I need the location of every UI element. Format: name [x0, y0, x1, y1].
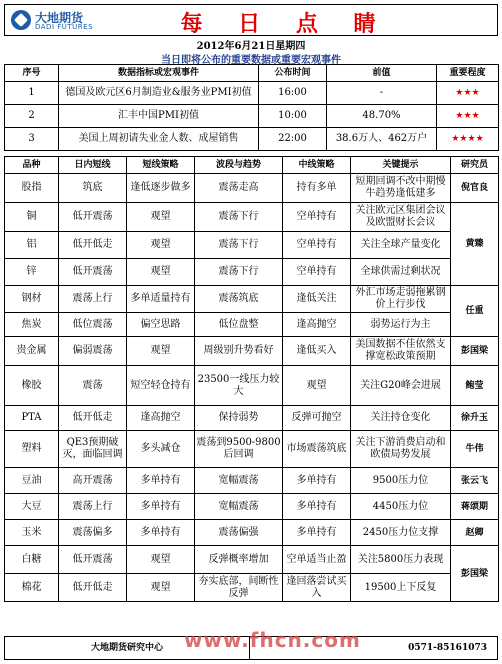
col-header-time: 公布时间 — [259, 65, 327, 82]
importance-stars: ★★★ — [437, 82, 499, 105]
intraday-view: QE3预期破灭，面临回调 — [59, 431, 127, 468]
intraday-view: 筑底 — [59, 174, 127, 203]
table-row — [5, 366, 499, 406]
logo-english-name: DADI FUTURES — [35, 23, 94, 31]
mid-strategy: 空单持有 — [283, 259, 351, 286]
table-row — [5, 337, 499, 366]
col-header-prev: 前值 — [327, 65, 437, 82]
table-row — [5, 203, 499, 232]
swing-trend: 震荡筑底 — [195, 286, 283, 313]
table-row — [5, 520, 499, 546]
commodity-name: 橡胶 — [5, 366, 59, 406]
table-row — [5, 574, 499, 602]
event-row — [5, 128, 499, 151]
table-row — [5, 232, 499, 259]
short-strategy: 观望 — [127, 574, 195, 602]
commodity-strategy-table — [4, 156, 499, 602]
analyst-name: 彭国梁 — [451, 546, 499, 602]
analyst-name: 张云飞 — [451, 468, 499, 494]
swing-trend: 23500一线压力较大 — [195, 366, 283, 406]
mid-strategy: 反弹可抛空 — [283, 406, 351, 431]
mid-strategy: 持有多单 — [283, 174, 351, 203]
commodity-name: 豆油 — [5, 468, 59, 494]
col-header-short-strategy: 短线策略 — [127, 157, 195, 174]
col-header-no: 序号 — [5, 65, 59, 82]
event-no: 3 — [5, 128, 59, 151]
key-hint: 美国数据不佳依然支撑宽松政策预期 — [351, 337, 451, 366]
intraday-view: 低开震荡 — [59, 203, 127, 232]
key-hint: 关注欧元区集团会议及欧盟财长会议 — [351, 203, 451, 232]
short-strategy: 观望 — [127, 203, 195, 232]
short-strategy: 观望 — [127, 546, 195, 574]
col-header-swing-trend: 波段与趋势 — [195, 157, 283, 174]
key-hint: 关注G20峰会进展 — [351, 366, 451, 406]
key-hint: 2450压力位支撑 — [351, 520, 451, 546]
company-logo — [11, 9, 111, 33]
swing-trend: 震荡下行 — [195, 259, 283, 286]
analyst-name: 倪官良 — [451, 174, 499, 203]
short-strategy: 观望 — [127, 232, 195, 259]
commodity-name: PTA — [5, 406, 59, 431]
mid-strategy: 多单持有 — [283, 494, 351, 520]
key-hint: 全球供需过剩状况 — [351, 259, 451, 286]
short-strategy: 多头减仓 — [127, 431, 195, 468]
mid-strategy: 空单持有 — [283, 203, 351, 232]
commodity-name: 钢材 — [5, 286, 59, 313]
swing-trend: 震荡下行 — [195, 203, 283, 232]
analyst-name: 蒋颂期 — [451, 494, 499, 520]
swing-trend: 反弹概率增加 — [195, 546, 283, 574]
event-time: 10:00 — [259, 105, 327, 128]
analyst-name: 牛伟 — [451, 431, 499, 468]
intraday-view: 震荡上行 — [59, 286, 127, 313]
short-strategy: 短空轻仓持有 — [127, 366, 195, 406]
swing-trend: 低位盘整 — [195, 313, 283, 337]
key-hint: 4450压力位 — [351, 494, 451, 520]
table-row — [5, 286, 499, 313]
footer-organization: 大地期货研究中心 — [5, 637, 250, 659]
commodity-name: 铜 — [5, 203, 59, 232]
mid-strategy: 多单持有 — [283, 520, 351, 546]
commodity-header-row — [5, 157, 499, 174]
col-header-analyst: 研究员 — [451, 157, 499, 174]
event-prev: - — [327, 82, 437, 105]
short-strategy: 观望 — [127, 259, 195, 286]
swing-trend: 保持弱势 — [195, 406, 283, 431]
report-header — [4, 4, 498, 36]
report-date: 2012年6月21日星期四 — [196, 41, 306, 52]
intraday-view: 低开低走 — [59, 406, 127, 431]
mid-strategy: 观望 — [283, 366, 351, 406]
commodity-name: 塑料 — [5, 431, 59, 468]
intraday-view: 震荡 — [59, 366, 127, 406]
commodity-name: 铝 — [5, 232, 59, 259]
key-hint: 弱势运行为主 — [351, 313, 451, 337]
swing-trend: 周级别升势看好 — [195, 337, 283, 366]
event-name: 汇丰中国PMI初值 — [59, 105, 259, 128]
analyst-name: 任重 — [451, 286, 499, 337]
intraday-view: 低位震荡 — [59, 313, 127, 337]
intraday-view: 偏弱震荡 — [59, 337, 127, 366]
mid-strategy: 多单持有 — [283, 468, 351, 494]
analyst-name: 彭国梁 — [451, 337, 499, 366]
mid-strategy: 逢高抛空 — [283, 313, 351, 337]
key-hint: 外汇市场走弱拖累钢价上行步伐 — [351, 286, 451, 313]
short-strategy: 多单适量持有 — [127, 286, 195, 313]
mid-strategy: 逢低买入 — [283, 337, 351, 366]
mid-strategy: 逢低关注 — [283, 286, 351, 313]
commodity-name: 玉米 — [5, 520, 59, 546]
table-row — [5, 546, 499, 574]
col-header-intraday: 日内短线 — [59, 157, 127, 174]
event-time: 16:00 — [259, 82, 327, 105]
short-strategy: 逢高抛空 — [127, 406, 195, 431]
importance-stars: ★★★★ — [437, 128, 499, 151]
col-header-commodity: 品种 — [5, 157, 59, 174]
swing-trend: 夯实底部，间断性反弹 — [195, 574, 283, 602]
footer-phone: 0571-85161073 — [408, 643, 487, 653]
mid-strategy: 空单适当止盈 — [283, 546, 351, 574]
swing-trend: 震荡偏强 — [195, 520, 283, 546]
mid-strategy: 逢回落尝试买入 — [283, 574, 351, 602]
intraday-view: 低开低走 — [59, 232, 127, 259]
events-table — [4, 64, 499, 151]
swing-trend: 震荡下行 — [195, 232, 283, 259]
analyst-name: 徐升玉 — [451, 406, 499, 431]
intraday-view: 低开震荡 — [59, 259, 127, 286]
short-strategy: 多单持有 — [127, 494, 195, 520]
table-row — [5, 406, 499, 431]
col-header-event: 数据指标或宏观事件 — [59, 65, 259, 82]
events-subtitle: 当日即将公布的重要数据或重要宏观事件 — [161, 55, 341, 66]
table-row — [5, 313, 499, 337]
event-name: 德国及欧元区6月制造业&服务业PMI初值 — [59, 82, 259, 105]
short-strategy: 多单持有 — [127, 520, 195, 546]
commodity-name: 棉花 — [5, 574, 59, 602]
table-row — [5, 494, 499, 520]
event-no: 1 — [5, 82, 59, 105]
swing-trend: 宽幅震荡 — [195, 468, 283, 494]
table-row — [5, 431, 499, 468]
event-time: 22:00 — [259, 128, 327, 151]
logo-chinese-name: 大地期货 — [35, 11, 84, 25]
short-strategy: 逢低逐步做多 — [127, 174, 195, 203]
key-hint: 关注下游消费启动和欧债局势发展 — [351, 431, 451, 468]
event-row — [5, 105, 499, 128]
commodity-name: 贵金属 — [5, 337, 59, 366]
intraday-view: 高开震荡 — [59, 468, 127, 494]
short-strategy: 多单持有 — [127, 468, 195, 494]
report-title: 每 日 点 睛 — [180, 11, 390, 37]
analyst-name: 赵卿 — [451, 520, 499, 546]
short-strategy: 偏空思路 — [127, 313, 195, 337]
swing-trend: 宽幅震荡 — [195, 494, 283, 520]
event-no: 2 — [5, 105, 59, 128]
event-prev: 48.70% — [327, 105, 437, 128]
commodity-name: 股指 — [5, 174, 59, 203]
logo-mark-icon — [11, 10, 31, 30]
table-row — [5, 468, 499, 494]
importance-stars: ★★★ — [437, 105, 499, 128]
website-watermark: www.fhcn.com — [184, 628, 361, 652]
daily-report-page — [4, 4, 498, 660]
col-header-key-hint: 关键提示 — [351, 157, 451, 174]
key-hint: 9500压力位 — [351, 468, 451, 494]
intraday-view: 震荡上行 — [59, 494, 127, 520]
commodity-name: 白糖 — [5, 546, 59, 574]
key-hint: 关注全球产量变化 — [351, 232, 451, 259]
intraday-view: 低开低走 — [59, 574, 127, 602]
table-row — [5, 174, 499, 203]
col-header-mid-strategy: 中线策略 — [283, 157, 351, 174]
mid-strategy: 空单持有 — [283, 232, 351, 259]
table-row — [5, 259, 499, 286]
event-name: 美国上周初请失业金人数、成屋销售 — [59, 128, 259, 151]
commodity-name: 大豆 — [5, 494, 59, 520]
swing-trend: 震荡到9500-9800后回调 — [195, 431, 283, 468]
key-hint: 19500上下反复 — [351, 574, 451, 602]
commodity-name: 焦炭 — [5, 313, 59, 337]
commodity-name: 锌 — [5, 259, 59, 286]
mid-strategy: 市场震荡筑底 — [283, 431, 351, 468]
event-prev: 38.6万人、462万户 — [327, 128, 437, 151]
col-header-importance: 重要程度 — [437, 65, 499, 82]
analyst-name: 鲍莹 — [451, 366, 499, 406]
swing-trend: 震荡走高 — [195, 174, 283, 203]
key-hint: 关注5800压力表现 — [351, 546, 451, 574]
analyst-name: 黄臻 — [451, 203, 499, 286]
events-header-row — [5, 65, 499, 82]
key-hint: 关注持仓变化 — [351, 406, 451, 431]
intraday-view: 低开震荡 — [59, 546, 127, 574]
short-strategy: 观望 — [127, 337, 195, 366]
key-hint: 短期回调不改中期慢牛趋势逢低建多 — [351, 174, 451, 203]
event-row — [5, 82, 499, 105]
intraday-view: 震荡偏多 — [59, 520, 127, 546]
